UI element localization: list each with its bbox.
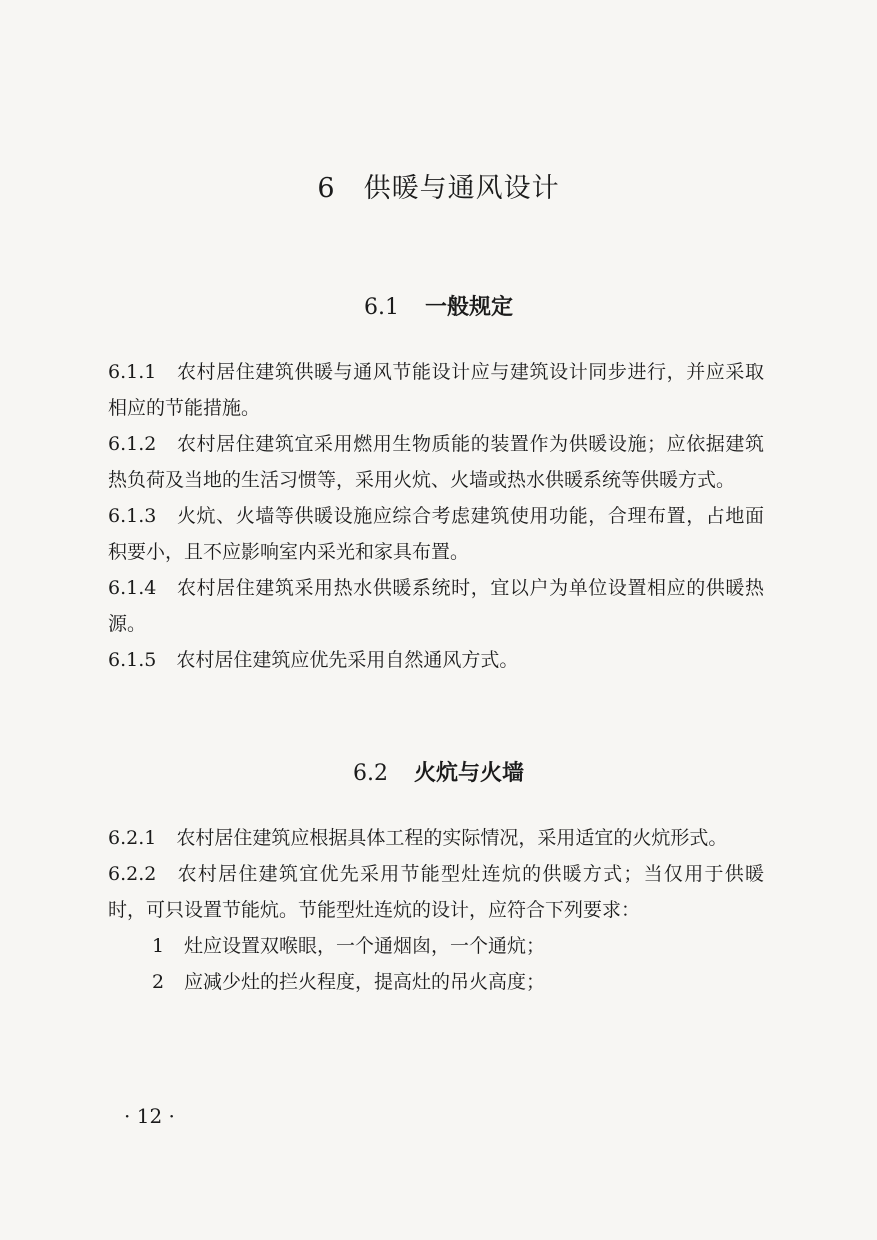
clause-number: 6.1.4 — [108, 577, 157, 599]
clause-text: 农村居住建筑采用热水供暖系统时，宜以户为单位设置相应的供暖热源。 — [108, 577, 764, 635]
list-item-2 — [108, 964, 764, 1000]
clause-6-2-1 — [108, 820, 764, 856]
chapter-number: 6 — [317, 173, 336, 204]
clause-text: 火炕、火墙等供暖设施应综合考虑建筑使用功能，合理布置，占地面积要小，且不应影响室内采光和家具布置。 — [108, 505, 764, 563]
clause-text: 农村居住建筑供暖与通风节能设计应与建筑设计同步进行，并应采取相应的节能措施。 — [108, 361, 764, 419]
section-6-2-body — [108, 820, 764, 1000]
section-6-1-body — [108, 354, 764, 678]
clause-number: 6.1.1 — [108, 361, 157, 383]
chapter-title-text: 供暖与通风设计 — [363, 173, 560, 204]
clause-text: 农村居住建筑应优先采用自然通风方式。 — [176, 649, 519, 671]
page-number: · 12 · — [124, 1104, 175, 1128]
clause-6-1-1 — [108, 354, 764, 426]
list-text: 应减少灶的拦火程度，提高灶的吊火高度； — [184, 971, 546, 993]
clause-6-1-4 — [108, 570, 764, 642]
chapter-title — [0, 166, 877, 205]
list-number: 1 — [152, 935, 165, 957]
clause-text: 农村居住建筑宜采用燃用生物质能的装置作为供暖设施；应依据建筑热负荷及当地的生活习惯等，采用火炕、火墙或热水供暖系统等供暖方式。 — [108, 433, 764, 491]
clause-text: 农村居住建筑应根据具体工程的实际情况，采用适宜的火炕形式。 — [176, 827, 728, 849]
clause-number: 6.2.2 — [108, 863, 157, 885]
list-text: 灶应设置双喉眼，一个通烟囱，一个通炕； — [184, 935, 546, 957]
clause-number: 6.2.1 — [108, 827, 157, 849]
list-item-1 — [108, 928, 764, 964]
section-title-text: 火炕与火墙 — [413, 760, 524, 786]
list-number: 2 — [152, 971, 165, 993]
section-title-6-1 — [0, 290, 877, 321]
clause-6-1-2 — [108, 426, 764, 498]
clause-6-2-2 — [108, 856, 764, 928]
section-title-text: 一般规定 — [424, 294, 513, 320]
clause-number: 6.1.3 — [108, 505, 157, 527]
clause-number: 6.1.2 — [108, 433, 157, 455]
clause-text: 农村居住建筑宜优先采用节能型灶连炕的供暖方式；当仅用于供暖时，可只设置节能炕。节能型灶连炕的设计，应符合下列要求： — [108, 863, 764, 921]
section-number: 6.1 — [363, 295, 399, 320]
clause-number: 6.1.5 — [108, 649, 157, 671]
clause-6-1-3 — [108, 498, 764, 570]
clause-6-1-5 — [108, 642, 764, 678]
section-number: 6.2 — [352, 761, 388, 786]
section-title-6-2 — [0, 756, 877, 787]
